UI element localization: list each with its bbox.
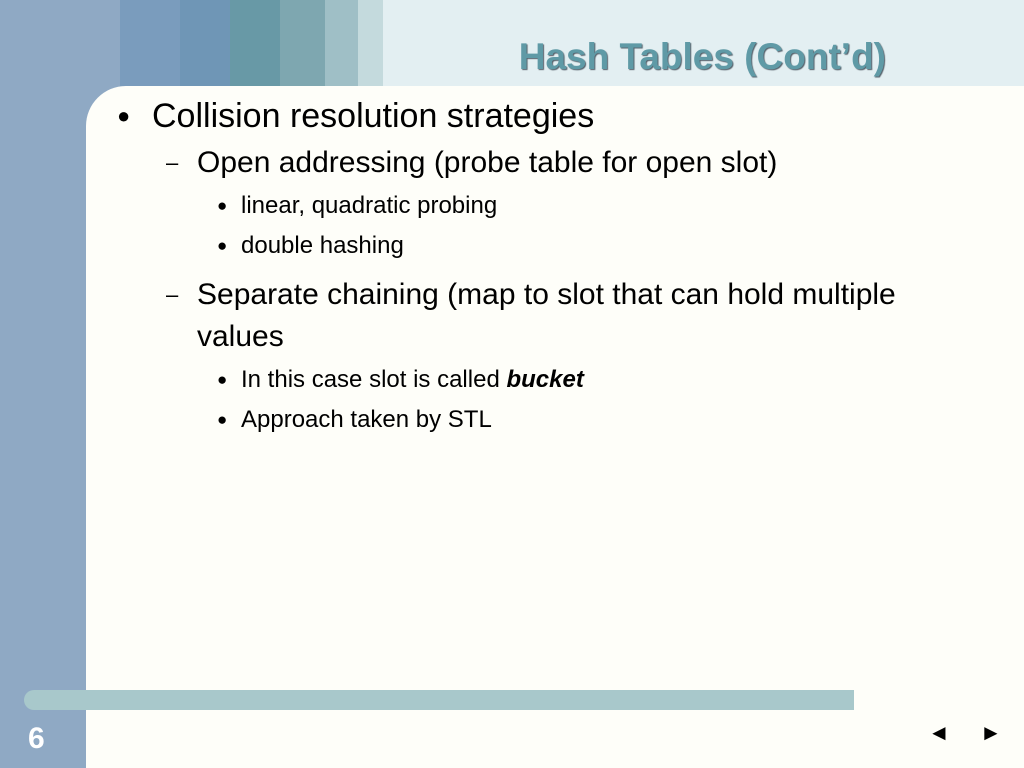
sub-sub-bullet-text: Approach taken by STL [241,406,492,433]
bullet-dot-icon: ● [217,410,228,429]
slide-title: Hash Tables (Cont’d) [518,36,886,77]
sub-sub-bullet-item [110,362,990,398]
sub-bullet-item [110,142,990,184]
sub-sub-bullet-item [110,228,990,264]
sub-bullet-text: Separate chaining (map to slot that can hold multiple values [197,278,896,353]
header-stripe [358,0,383,86]
previous-arrow-icon[interactable]: ◄ [928,720,950,745]
sub-sub-bullet-text: In this case slot is called [241,366,507,393]
header-stripe [325,0,358,86]
sub-sub-bullet-text: double hashing [241,232,404,259]
bullet-list [110,94,990,442]
sub-bullet-item [110,274,990,358]
left-band [0,0,86,768]
sub-sub-bullet-text: linear, quadratic probing [241,192,498,219]
dash-marker-icon: – [166,282,179,307]
bullet-dot-icon: ● [117,103,131,128]
bullet-text: Collision resolution strategies [152,97,595,135]
bullet-dot-icon: ● [217,370,228,389]
emphasized-term: bucket [506,366,584,393]
dash-marker-icon: – [166,150,179,175]
header-stripe [180,0,230,86]
sub-bullet-text: Open addressing (probe table for open slot) [197,146,778,179]
bullet-dot-icon: ● [217,236,228,255]
bullet-item [110,94,990,138]
next-arrow-icon[interactable]: ► [980,720,1002,745]
header-stripe [230,0,280,86]
footer-bar [24,690,854,710]
sub-sub-bullet-item [110,188,990,224]
page-number: 6 [28,722,45,755]
sub-sub-bullet-item [110,402,990,438]
header-stripe [120,0,180,86]
bullet-dot-icon: ● [217,196,228,215]
header-stripe [280,0,325,86]
